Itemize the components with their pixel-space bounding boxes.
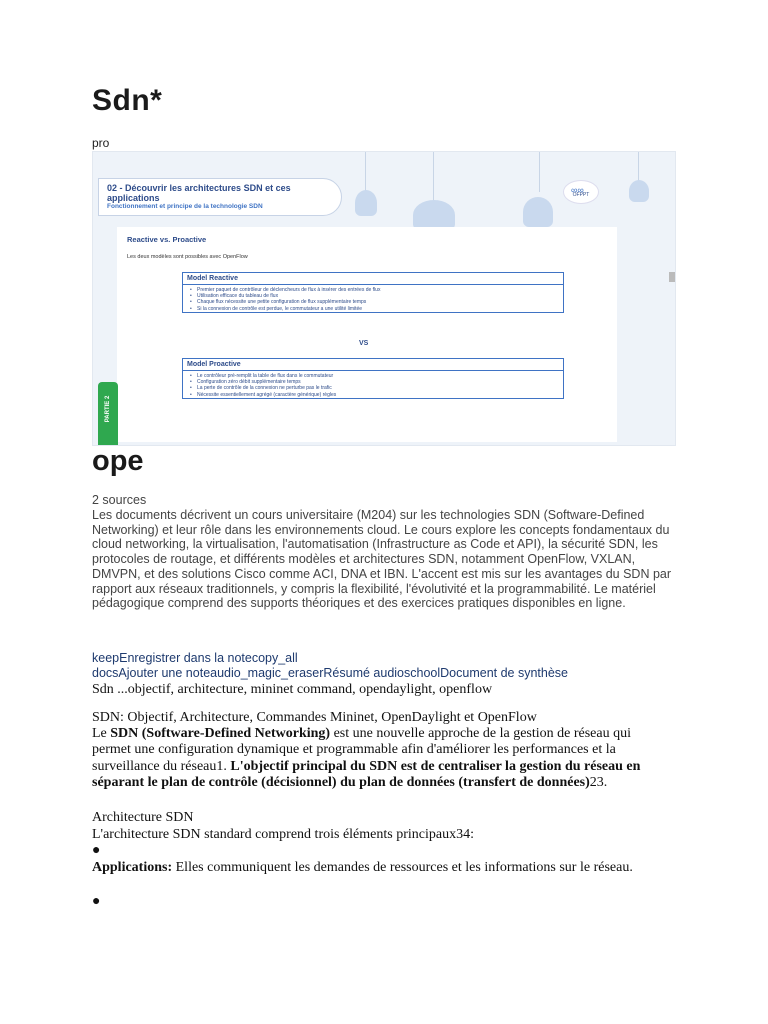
body-line-title: Sdn ...objectif, architecture, mininet command, opendaylight, openflow [92, 682, 493, 697]
vs-label: VS [359, 340, 369, 347]
copy-all-button[interactable]: copy_all [251, 651, 298, 665]
para-end: 23. [589, 774, 608, 790]
reactive-item: • Chaque flux nécessite une petite configuration de flux supplémentaire temps [197, 299, 563, 305]
action-row-1 [92, 651, 298, 665]
synthesis-document-button[interactable]: schoolDocument de synthèse [404, 666, 568, 680]
bullet-icon: ● [92, 843, 101, 858]
proactive-item: • La perte de contrôle de la connexion ne perturbe pas le trafic [197, 385, 563, 391]
audio-summary-button[interactable]: audio_magic_eraserRésumé audio [210, 666, 405, 680]
sources-count: 2 sources [92, 493, 147, 507]
add-note-button[interactable]: docsAjouter une note [92, 666, 211, 680]
body-paragraph [92, 726, 672, 791]
save-note-button[interactable]: keepEnregistrer dans la note [92, 651, 252, 665]
summary-text: Les documents décrivent un cours universitaire (M204) sur les technologies SDN (Software-Defined Networking) et leur rôle dans les environnements cloud. Le cours explore les concepts fondamentaux du cloud networking, la virtualisation, l'automatisation (Infrastructure as Code et API), la sécurité SDN, les protocoles de routage, et différents modèles et architectures SDN, notamment OpenFlow, VXLAN, DMVPN, et des solutions Cisco comme ACI, DNA et IBN. L'accent est mis sur les avantages du SDN par rapport aux réseaux traditionnels, y compris la flexibilité, l'évolutivité et la programmabilité. Le matériel pédagogique comprend des supports théoriques et des exercices pratiques disponibles en ligne. [92, 508, 672, 611]
slide-header-title: 02 - Découvrir les architectures SDN et ces applications [107, 183, 291, 203]
proactive-item: • Configuration zéro débit supplémentaire temps [197, 379, 563, 385]
para-sdn-bold: SDN (Software-Defined Networking) [110, 726, 331, 741]
architecture-intro: L'architecture SDN standard comprend trois éléments principaux34: [92, 827, 474, 842]
bullet-icon: ● [92, 894, 101, 909]
partie-tab [98, 382, 118, 446]
proactive-item: • Le contrôleur pré-remplit la table de flux dans le commutateur [197, 373, 563, 379]
body-line-heading: SDN: Objectif, Architecture, Commandes Mininet, OpenDaylight et OpenFlow [92, 710, 537, 725]
proactive-item: • Nécessite essentiellement agrégé (caractère générique) règles [197, 392, 563, 398]
proactive-heading: Model Proactive [183, 359, 563, 371]
reactive-item: • Premier paquet de contrôleur de déclencheurs de flux à insérer des entrées de flux [197, 287, 563, 293]
slide-content [117, 227, 617, 442]
reactive-item: • Si la connexion de contrôle est perdue, le commutateur a une utilité limitée [197, 306, 563, 312]
slide-header-subtitle: Fonctionnement et principe de la technologie SDN [107, 203, 263, 210]
applications-bold: Applications: [92, 860, 173, 875]
slide-content-title: Reactive vs. Proactive [127, 235, 207, 244]
applications-item [92, 860, 672, 876]
subtitle-label: pro [92, 136, 110, 150]
slide-image [92, 151, 676, 446]
para-rest: est une nouvelle approche de la gestion de réseau qui permet une configuration dynamique et programmable afin d'améliorer les performances et la surveillance du réseau1. [92, 726, 631, 774]
page-title: Sdn* [92, 84, 163, 117]
partie-label: PARTIE 2 [105, 395, 111, 423]
slide-content-description: Les deux modèles sont possibles avec OpenFlow [127, 254, 248, 260]
slide-scrollbar[interactable] [669, 272, 675, 282]
para-objective-bold: L'objectif principal du SDN est de centraliser la gestion du réseau en séparant le plan de contrôle (décisionnel) du plan de données (transfert de données) [92, 758, 641, 790]
reactive-box [182, 272, 564, 313]
ofppt-logo: ∞∞ OFPPT [563, 180, 599, 204]
reactive-item: • Utilisation efficace du tableau de flux [197, 293, 563, 299]
action-row-2 [92, 666, 568, 680]
para-le: Le [92, 726, 111, 741]
reactive-heading: Model Reactive [183, 273, 563, 285]
slide-header [98, 178, 342, 216]
applications-text: Elles communiquent les demandes de ressources et les informations sur le réseau. [172, 860, 633, 875]
section-heading: ope [92, 445, 144, 477]
proactive-box [182, 358, 564, 399]
architecture-heading: Architecture SDN [92, 810, 194, 825]
